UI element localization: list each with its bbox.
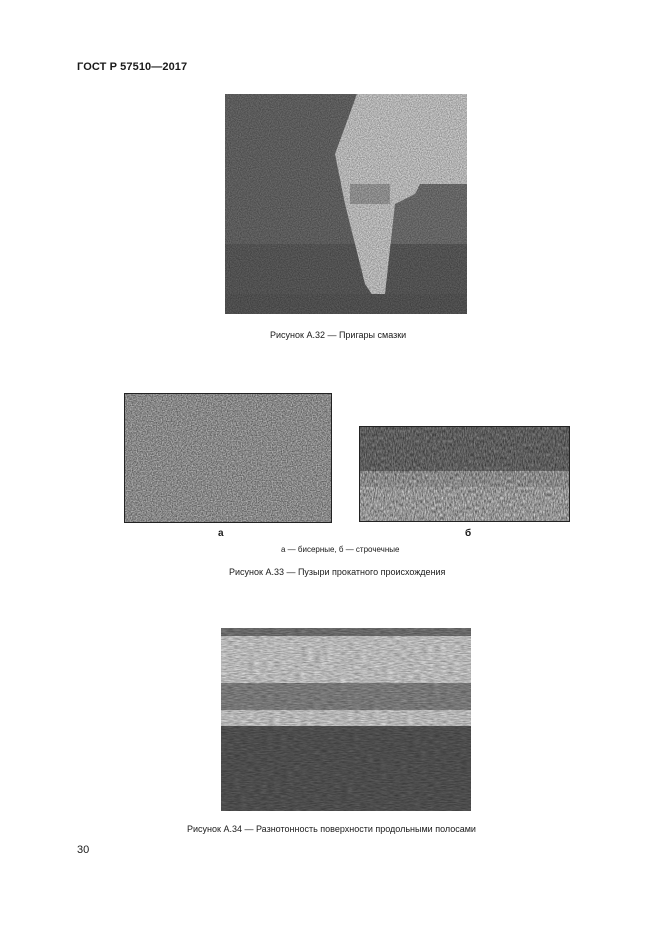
figure-a34-caption: Рисунок А.34 — Разнотонность поверхности продольными полосами bbox=[187, 824, 476, 834]
figure-a33-photo-a bbox=[124, 393, 332, 523]
figure-a32-photo bbox=[225, 94, 467, 314]
page-number: 30 bbox=[77, 844, 90, 856]
document-header: ГОСТ Р 57510—2017 bbox=[77, 61, 188, 73]
figure-a33-caption: Рисунок А.33 — Пузыри прокатного происхождения bbox=[229, 567, 446, 577]
figure-a33-label-a: а bbox=[218, 528, 224, 539]
figure-a33-photo-b bbox=[359, 426, 570, 522]
figure-a32-caption: Рисунок А.32 — Пригары смазки bbox=[270, 330, 407, 340]
figure-a33-label-b: б bbox=[465, 528, 472, 539]
figure-a33-legend: а — бисерные, б — строчечные bbox=[281, 545, 400, 554]
figure-a34-photo bbox=[221, 628, 471, 811]
